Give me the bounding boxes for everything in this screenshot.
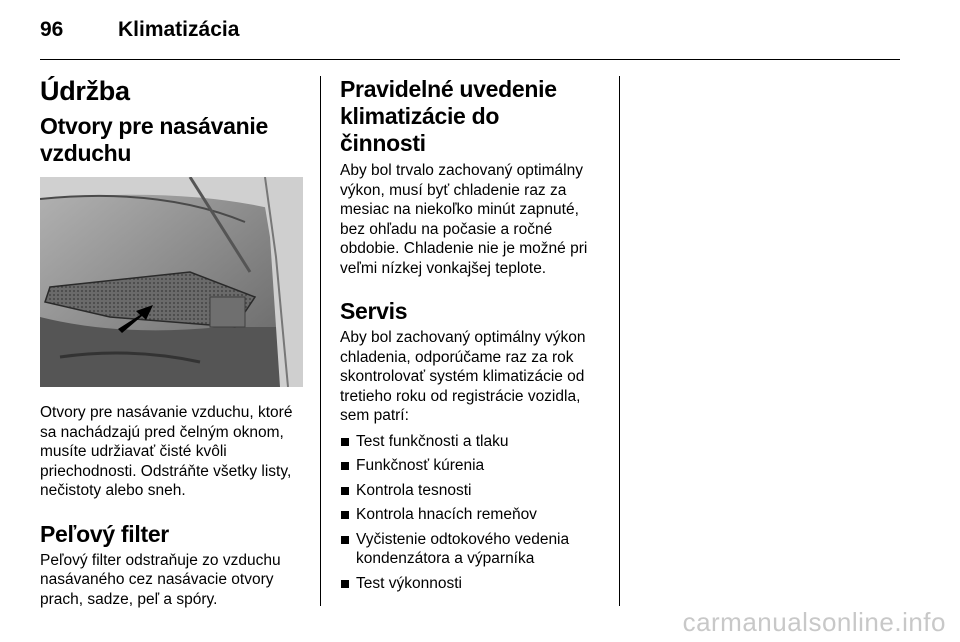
air-intake-text: Otvory pre nasávanie vzduchu, ktoré sa nachádzajú pred čelným oknom, musíte udržiavať čisté kvôli priechodnosti. Odstráňte všetky listy, nečistoty alebo sneh.: [40, 404, 293, 499]
column-middle: [340, 76, 605, 598]
list-item: [340, 456, 605, 476]
bullet-square-icon: [341, 511, 349, 519]
bullet-square-icon: [341, 487, 349, 495]
list-item-text: Funkčnosť kúrenia: [356, 457, 485, 474]
column-left: [40, 76, 305, 609]
regular-operation-text: Aby bol trvalo zachovaný optimálny výkon, musí byť chladenie raz za mesiac na niekoľko minút zapnuté, bez ohľadu na počasie a ročné obdobie. Chladenie nie je možné pri veľmi nízkej vonkajšej teplote.: [340, 162, 588, 277]
page-number: 96: [40, 18, 64, 41]
air-intake-heading: Otvory pre nasávanie vzduchu: [40, 113, 268, 166]
list-item: [340, 530, 605, 569]
header-divider: [40, 59, 900, 60]
list-item-text: Vyčistenie odtokového vedenia kondenzátora a výparníka: [356, 530, 570, 567]
column-divider-left: [320, 76, 321, 606]
list-item-text: Kontrola tesnosti: [356, 481, 472, 499]
service-text: Aby bol zachovaný optimálny výkon chladenia, odporúčame raz za rok skontrolovať systém klimatizácie od tretieho roku od registrácie vozidla, sem patrí:: [340, 329, 586, 424]
list-item-text: Test funkčnosti a tlaku: [356, 432, 509, 450]
chapter-title: Klimatizácia: [118, 18, 240, 41]
main-heading: Údržba: [40, 76, 130, 106]
list-item: [340, 505, 605, 525]
bullet-square-icon: [341, 536, 349, 544]
bullet-square-icon: [341, 438, 349, 446]
bullet-square-icon: [341, 580, 349, 588]
list-item: [340, 574, 605, 594]
service-heading: Servis: [340, 298, 408, 324]
pollen-filter-heading: Peľový filter: [40, 520, 169, 547]
column-divider-right: [619, 76, 620, 606]
regular-operation-heading: Pravidelné uvedenie klimatizácie do činnosti: [340, 76, 557, 156]
bullet-square-icon: [341, 462, 349, 470]
list-item-text: Kontrola hnacích remeňov: [356, 506, 537, 523]
list-item-text: Test výkonnosti: [356, 574, 462, 592]
list-item: [340, 432, 605, 452]
service-checklist: [340, 432, 605, 594]
watermark: carmanualsonline.info: [682, 607, 946, 637]
pollen-filter-text: Peľový filter odstraňuje zo vzduchu nasávaného cez nasávacie otvory prach, sadze, peľ a spóry.: [40, 551, 281, 608]
air-intake-photo: [40, 177, 303, 387]
list-item: [340, 481, 605, 501]
